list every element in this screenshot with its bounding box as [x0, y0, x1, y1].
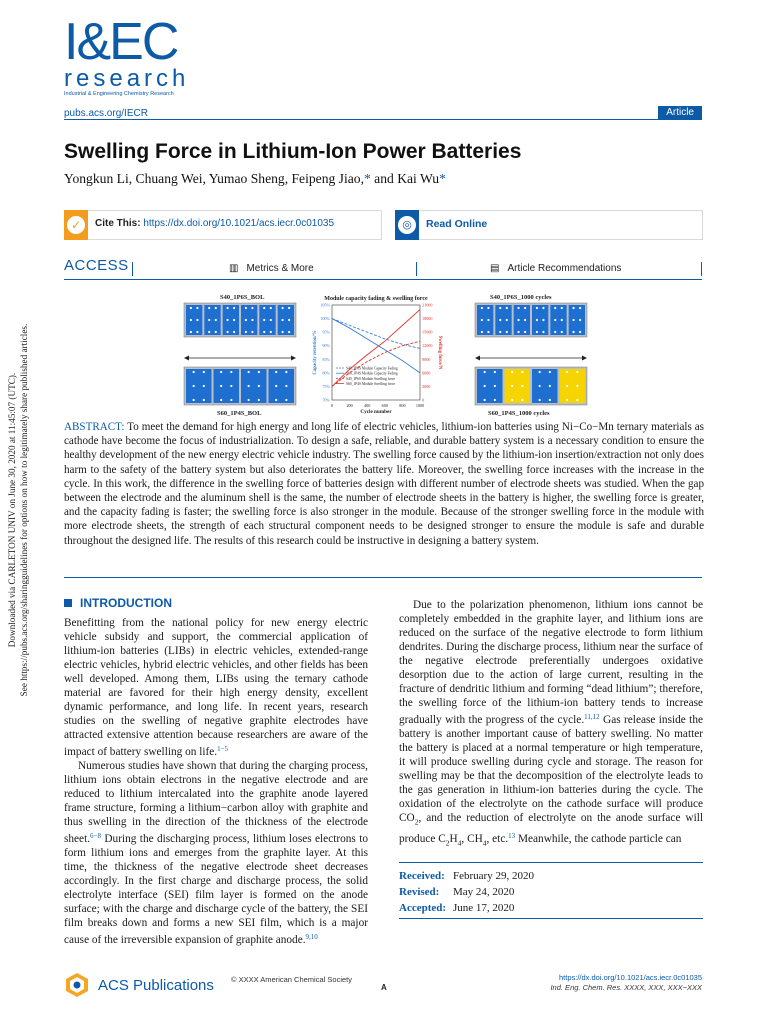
subscript: 2 — [414, 817, 419, 827]
battery-cell — [550, 305, 566, 335]
footer-journal: Ind. Eng. Chem. Res. XXXX, XXX, XXX−XXX — [550, 983, 702, 992]
x-axis-label: Cycle number — [360, 409, 392, 415]
y-left-tick-label: 90% — [322, 343, 330, 349]
y-right-tick-label: 15000 — [422, 329, 433, 335]
y-right-tick-label: 12000 — [422, 343, 433, 349]
legend-entry: S60_1P4S Module Capacity Fading — [346, 371, 398, 376]
capacity-swelling-chart — [313, 296, 442, 415]
paragraph-text: Benefitting from the national policy for new energy electric vehicle subsidy and support, the commercial application of lithium-ion batteries (LIBs) in electric vehicles, extended-range electric vehicles, hybrid electric vehicles, and other fields has been well developed. Among them, LIBs using the ternary cathode material are favored for their high energy density, excellent dynamic performance, and long life. In recent years, research studies on the swelling of negative graphite electrodes have attracted extensive attention because researchers are aware of the impact of battery swelling on life. — [64, 617, 368, 758]
y-left-tick-label: 80% — [322, 370, 330, 376]
left-column — [64, 616, 368, 947]
paragraph-text: During the discharging process, lithium loses electrons to form lithium ions and emerges from the graphite layer. At this time, the thickness of the negative electrode sheet decreases accordingly. In the first charge and discharge process, the solid electrolyte interface (SEI) film layer is formed on the anode surface; with the charge and discharge cycle of the battery, the SEI film breaks down and forms a new SEI film, which is a major cause of the irreversible expansion of graphite anode. — [64, 833, 368, 946]
journal-logo — [64, 13, 204, 98]
paragraph-text: Gas release inside the battery is another important cause of battery swelling. No matter the battery is placed at a normal temperature or high temperature, it will produce swelling during cycle and storage. The reason for swelling may be that the decomposition of the electrolyte leads to the gas generation in lithium-ion batteries during the cycle. The oxidation of the electrolyte on the cathode surface will produce CO — [399, 714, 703, 824]
legend-entry: S60_1P4S Module Swelling force — [346, 382, 396, 386]
article-title: Swelling Force in Lithium-Ion Power Batteries — [64, 140, 522, 163]
battery-cell — [186, 305, 202, 335]
battery-module-s60-bol — [184, 367, 296, 405]
y-right-tick-label: 18000 — [422, 316, 433, 322]
battery-cell — [532, 305, 548, 335]
acs-publications-text: ACS Publications — [98, 976, 214, 994]
paragraph — [64, 616, 368, 759]
battery-cell — [495, 305, 511, 335]
battery-cell — [477, 369, 503, 403]
date-row — [399, 884, 534, 900]
copyright: © XXXX American Chemical Society — [231, 975, 352, 984]
y-left-tick-label: 105% — [320, 302, 330, 308]
recs-label: Article Recommendations — [507, 263, 622, 274]
logo-research: research — [64, 65, 190, 92]
battery-module-s60-1000 — [475, 367, 587, 405]
citation-link[interactable]: 6−8 — [90, 832, 101, 840]
x-tick-label: 0 — [330, 403, 334, 408]
y-left-axis-label: Capacity retention/% — [313, 330, 318, 375]
abstract-rule — [64, 577, 702, 578]
y-left-tick-label: 95% — [322, 329, 330, 335]
read-online-icon — [395, 210, 419, 240]
right-column — [399, 598, 703, 851]
paragraph-text: , and the reduction of electrolyte on the anode surface will produce C — [399, 812, 703, 846]
access-rule — [64, 279, 702, 280]
paragraph — [64, 759, 368, 947]
chart-title: Module capacity fading & swelling force — [324, 296, 428, 302]
y-right-tick-label: 6000 — [422, 370, 431, 376]
authors-last: and Kai Wu — [370, 171, 440, 186]
logo-iec: I&EC — [64, 13, 178, 71]
access-label: ACCESS — [64, 257, 129, 274]
battery-cell — [214, 369, 240, 403]
acs-hexagon-icon — [64, 972, 90, 998]
x-tick-label: 400 — [364, 403, 371, 408]
x-tick-label: 200 — [346, 403, 353, 408]
legend-entry: S40_1P6S Module Swelling force — [346, 376, 396, 381]
paragraph-text: Meanwhile, the cathode particle can — [515, 833, 682, 846]
y-left-tick-label: 85% — [322, 356, 330, 362]
dates-rule — [399, 918, 703, 919]
read-online-button[interactable]: Read Online — [426, 218, 488, 230]
citation-link[interactable]: 13 — [508, 832, 516, 841]
y-right-tick-label: 9000 — [422, 356, 431, 362]
y-right-tick-label: 3000 — [422, 383, 431, 389]
date-row — [399, 900, 534, 916]
battery-cell — [505, 369, 531, 403]
subscript: 2 — [445, 838, 450, 848]
checkmark-icon: ✓ — [67, 216, 85, 234]
date-label: Accepted: — [399, 902, 447, 914]
toc-graphic — [180, 290, 702, 420]
paragraph-text: Numerous studies have shown that during the charging process, lithium ions obtain electrons in the negative electrode and are reduced to lithium intercalated into the graphite anode layered frame structure, forming a lithium−carbon alloy with graphite and thus swelling in the direction of the thickness of the electrode sheet. — [64, 760, 368, 845]
battery-cell — [241, 305, 257, 335]
battery-cell — [186, 369, 212, 403]
paragraph-text: , CH — [461, 833, 483, 846]
header-rule — [64, 119, 702, 120]
subscript: 4 — [482, 838, 487, 848]
bar-chart-icon: ▥ — [229, 263, 239, 274]
battery-cell — [532, 369, 558, 403]
access-divider — [416, 262, 417, 276]
x-tick-label: 1000 — [415, 403, 425, 408]
battery-cell — [569, 305, 585, 335]
battery-cell — [477, 305, 493, 335]
paragraph-text: H — [449, 833, 458, 846]
battery-cell — [241, 369, 267, 403]
footer-citation — [550, 973, 702, 993]
date-value: February 29, 2020 — [453, 870, 534, 882]
date-value: June 17, 2020 — [453, 902, 515, 914]
battery-cell — [223, 305, 239, 335]
date-row — [399, 868, 534, 884]
x-tick-label: 600 — [381, 403, 388, 408]
legend-entry: S40_1P6S Module Capacity Fading — [346, 366, 398, 371]
abstract — [64, 420, 704, 548]
logo-subtitle: Industrial & Engineering Chemistry Research — [64, 91, 174, 97]
cite-this — [95, 218, 334, 229]
y-left-tick-label: 75% — [322, 383, 330, 389]
section-heading-text: INTRODUCTION — [80, 596, 172, 610]
download-note — [6, 300, 30, 720]
citation-link[interactable]: 9,10 — [305, 933, 318, 941]
date-value: May 24, 2020 — [453, 886, 515, 898]
date-label: Revised: — [399, 886, 440, 898]
acs-publications-logo[interactable] — [64, 972, 214, 998]
subscript: 4 — [457, 838, 462, 848]
battery-cell — [259, 305, 275, 335]
battery-cell — [278, 305, 294, 335]
y-right-tick-label: 0 — [422, 397, 425, 403]
y-left-tick-label: 100% — [320, 316, 330, 322]
battery-module-s40-1000 — [475, 303, 587, 337]
battery-module-s40-bol — [184, 303, 296, 337]
right-bottom-label: S60_1P4S_1000 cycles — [488, 410, 550, 417]
article-list-icon: ▤ — [490, 263, 500, 274]
download-note-line1: Downloaded via CARLETON UNIV on June 30, 2020 at 11:45:07 (UTC). — [7, 372, 17, 648]
y-right-tick-label: 21000 — [422, 302, 433, 308]
battery-cell — [560, 369, 586, 403]
section-square-icon — [64, 599, 72, 607]
x-tick-label: 800 — [399, 403, 406, 408]
paragraph — [399, 598, 703, 851]
section-heading — [64, 596, 172, 610]
series-line — [332, 319, 420, 373]
abstract-text: To meet the demand for high energy and long life of electric vehicles, lithium-ion batteries using Ni−Co−Mn ternary materials as cathode have become the focus of industrialization. To design a safe, reliable, and durable battery system is a necessary condition to ensure the healthy development of the new energy electric vehicle industry. The swelling force caused by the lithium-ion insertion/extraction not only does harm to the safety of the battery system but also deteriorates the battery life. Moreover, the swelling force increases with the increase in the cycle. In this work, the difference in the swelling force of batteries design with different number of electrode sheets was studied. When the gap between the electrode and the aluminum shell is the same, the number of electrode sheets in the battery is higher, the swelling force is greater, and the capacity fading is faster; the swelling force is also stronger in the module. Because of the stronger swelling force in the module with more electrode sheets, the strength of each structural component needs to be designed stronger to ensure the module is safe and durable throughout the designed life. The results of this research could be instructive in designing a battery system. — [64, 421, 704, 547]
cite-doi-link[interactable]: https://dx.doi.org/10.1021/acs.iecr.0c01035 — [143, 218, 335, 229]
paragraph-text: , etc. — [486, 833, 509, 846]
date-label: Received: — [399, 870, 445, 882]
battery-cell — [204, 305, 220, 335]
corresponding-author-mark[interactable]: * — [363, 171, 371, 186]
footer-doi-link[interactable]: https://dx.doi.org/10.1021/acs.iecr.0c01035 — [558, 973, 702, 982]
author-list — [64, 171, 446, 187]
citation-link[interactable]: 11,12 — [584, 713, 600, 721]
left-top-label: S40_1P6S_BOL — [220, 294, 265, 301]
metrics-label: Metrics & More — [246, 263, 314, 274]
recommendations-link[interactable] — [490, 263, 621, 274]
corresponding-author-mark[interactable]: * — [439, 171, 446, 186]
globe-icon: ◎ — [398, 216, 416, 234]
access-divider — [132, 262, 133, 276]
authors-main: Yongkun Li, Chuang Wei, Yumao Sheng, Feipeng Jiao, — [64, 171, 364, 186]
battery-cell — [269, 369, 295, 403]
right-top-label: S40_1P6S_1000 cycles — [490, 294, 552, 301]
metrics-link[interactable] — [229, 263, 314, 274]
journal-link[interactable]: pubs.acs.org/IECR — [64, 108, 148, 119]
page-number: A — [381, 983, 387, 992]
left-bottom-label: S60_1P4S_BOL — [217, 410, 262, 417]
battery-cell — [514, 305, 530, 335]
access-divider — [701, 262, 702, 276]
download-note-line2: See https://pubs.acs.org/sharingguidelines for options on how to legitimately share published articles. — [19, 323, 29, 697]
abstract-label: ABSTRACT: — [64, 421, 125, 433]
citation-link[interactable]: 1−5 — [217, 745, 229, 753]
cite-label: Cite This: — [95, 218, 141, 229]
y-right-axis-label: Swelling force/N — [437, 335, 442, 370]
cite-icon — [64, 210, 88, 240]
y-left-tick-label: 70% — [322, 397, 330, 403]
article-dates — [399, 868, 534, 916]
dates-rule — [399, 862, 703, 863]
paragraph-text: Due to the polarization phenomenon, lithium ions cannot be completely embedded in the graphite layer, and lithium ions are reduced on the surface of the negative electrode to form lithium dendrites. During the discharge process, lithium near the surface of the negative electrode preferentially undergoes oxidative desorption due to the action of large current, resulting in the fracture of dendritic lithium and forming “dead lithium”; therefore, the swelling force of the lithium-ion battery tends to increase gradually with the progress of the cycle. — [399, 599, 703, 726]
article-type-badge: Article — [658, 106, 702, 120]
